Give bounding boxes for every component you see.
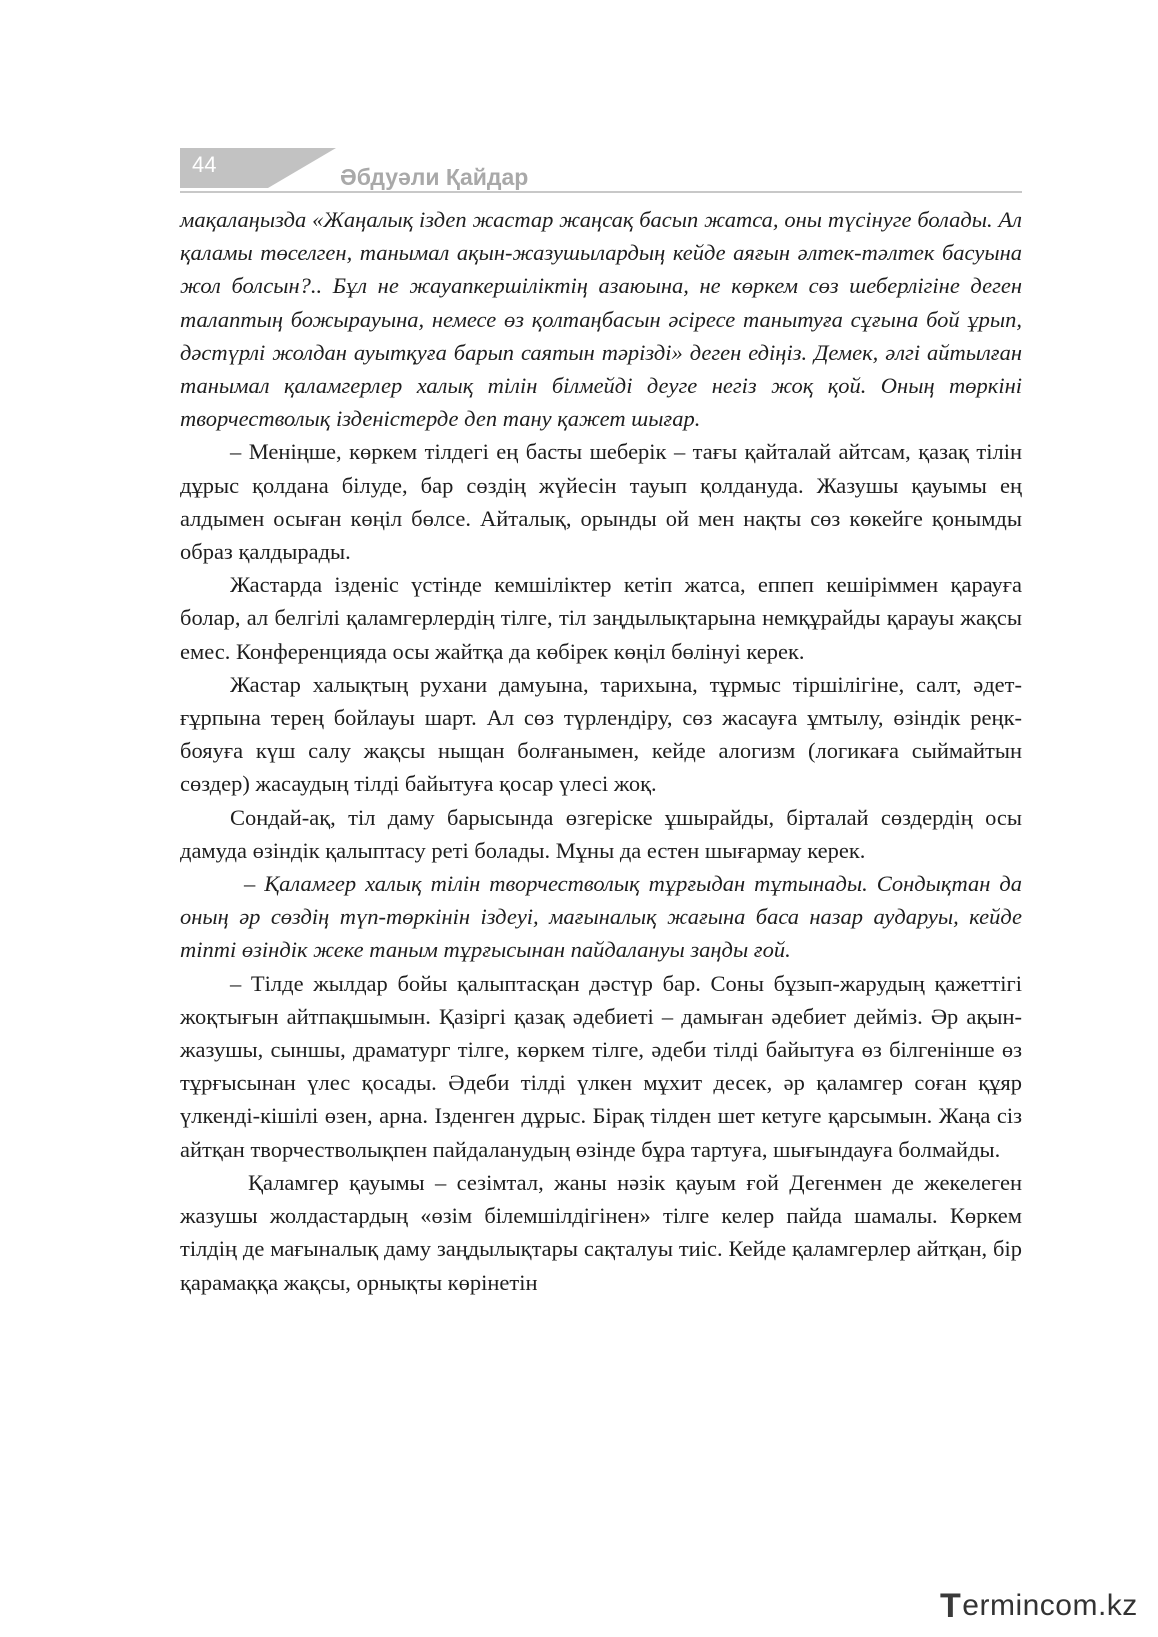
- site-watermark: [940, 1588, 1138, 1624]
- paragraph-answer-6: Қаламгер қауымы – сезімтал, жаны нәзік қауым ғой Дегенмен де жекелеген жазушы жолдастардың «өзім білемшілдігінен» тілге келер пайда шамалы. Көркем тілдің де мағыналық даму заңдылықтары сақталуы тиіс. Кейде қаламгерлер айтқан, бір қарамаққа жақсы, орнықты көрінетін: [180, 1169, 1022, 1295]
- page-number: 44: [192, 152, 217, 177]
- paragraph-answer-1: – Меніңше, көркем тілдегі ең басты шеберік – тағы қайталай айтсам, қазақ тілін дұрыс қолдана білуде, бар сөздің жүйесін тауып қолдануда. Жазушы қауымы ең алдымен осыған көңіл бөлсе. Айталық, орынды ой мен нақты сөз көкейге қонымды образ қалдырады.: [180, 439, 1022, 565]
- paragraph-question: мақалаңызда «Жаңалық іздеп жастар жаңсақ басып жатса, оны түсінуге болады. Ал қаламы төселген, танымал ақын-жазушылардың кейде аяғын әлтек-тәлтек басуына жол болсын?.. Бұл не жауапкершіліктің азаюына, не көркем сөз шеберлігіне деген талаптың божырауына, немесе өз қолтаңбасын әсіресе танытуға сұғына бой ұрып, дәстүрлі жолдан ауытқуға барып саятын тәрізді» деген едіңіз. Демек, әлгі айтылған танымал қаламгерлер халық тілін білмейді деуге негіз жоқ қой. Оның төркіні творчестволық ізденістерде деп тану қажет шығар.: [180, 207, 1022, 432]
- watermark-text: ermincom.kz: [962, 1589, 1138, 1622]
- body-text: [180, 203, 1022, 1299]
- header-rule: [180, 191, 1022, 193]
- running-head-author: Әбдуәли Қайдар: [340, 164, 529, 190]
- paragraph-answer-4: Сондай-ақ, тіл даму барысында өзгеріске ұшырайды, бірталай сөздердің осы дамуда өзіндік қалыптасу реті болады. Мұны да естен шығармау керек.: [180, 804, 1022, 863]
- watermark-logo-letter: T: [940, 1586, 962, 1625]
- page-header: [180, 140, 1022, 196]
- paragraph-answer-3: Жастар халықтың рухани дамуына, тарихына, тұрмыс тіршілігіне, салт, әдет-ғұрпына терең бойлауы шарт. Ал сөз түрлендіру, сөз жасауға ұмтылу, өзіндік реңк-бояуға күш салу жақсы ныщан болғанымен, кейде алогизм (логикаға сыймайтын сөздер) жасаудың тілді байытуға қосар үлесі жоқ.: [180, 671, 1022, 797]
- paragraph-question-2: – Қаламгер халық тілін творчестволық тұрғыдан тұтынады. Сондықтан да оның әр сөздің түп-төркінін іздеуі, мағыналық жағына баса назар аударуы, кейде тіпті өзіндік жеке таным тұрғысынан пайдалануы заңды ғой.: [180, 871, 1022, 963]
- paragraph-answer-5: – Тілде жылдар бойы қалыптасқан дәстүр бар. Соны бұзып-жарудың қажеттігі жоқтығын айтпақшымын. Қазіргі қазақ әдебиеті – дамыған әдебиет дейміз. Әр ақын-жазушы, сыншы, драматург тілге, көркем тілге, әдеби тілді байытуға өз білгенінше өз тұрғысынан үлес қосады. Әдеби тілді үлкен мұхит десек, әр қаламгер соған құяр үлкенді-кішілі өзен, арна. Ізденген дұрыс. Бірақ тілден шет кетуге қарсымын. Жаңа сіз айтқан творчестволықпен пайдаланудың өзінде бұра тартуға, шығындауға болмайды.: [180, 970, 1022, 1162]
- paragraph-answer-2: Жастарда ізденіс үстінде кемшіліктер кетіп жатса, еппеп кешіріммен қарауға болар, ал белгілі қаламгерлердің тілге, тіл заңдылықтарына немқұрайды қарауы жақсы емес. Конференцияда осы жайтқа да көбірек көңіл бөлінуі керек.: [180, 572, 1022, 664]
- page-number-tab-shape: [268, 148, 336, 188]
